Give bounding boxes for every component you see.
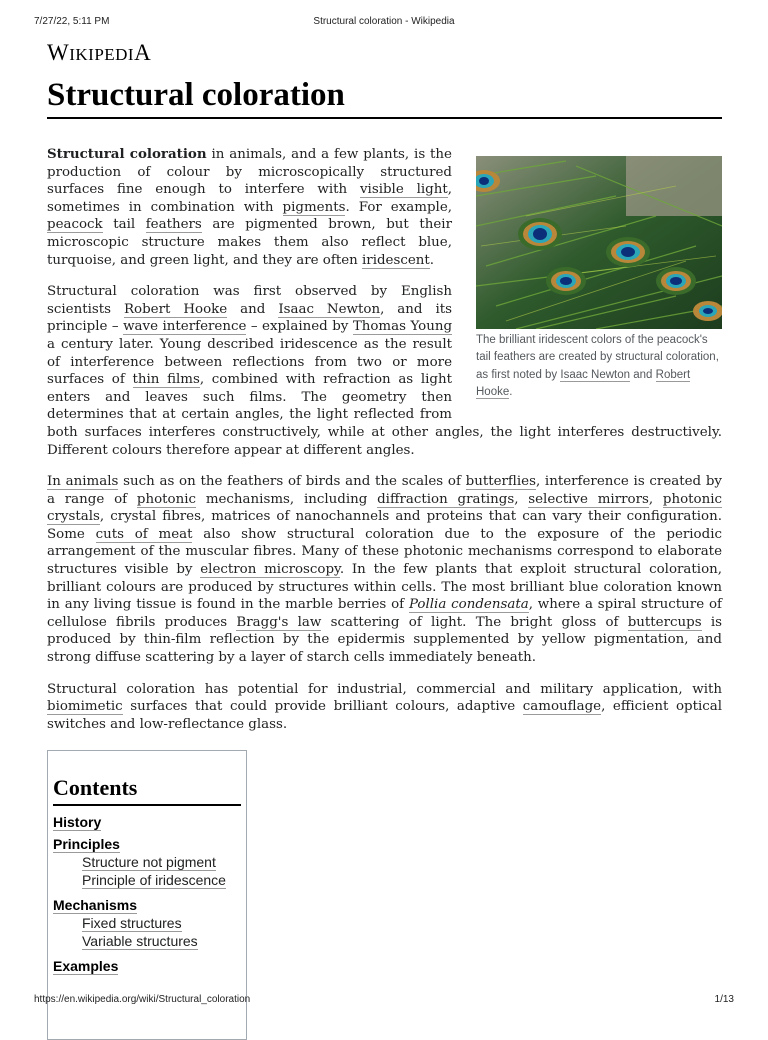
link-pigments[interactable]: pigments [282, 199, 346, 215]
link-wave-interference[interactable]: wave interference [123, 319, 247, 335]
link-robert-hooke-body[interactable]: Robert Hooke [123, 301, 228, 317]
print-url: https://en.wikipedia.org/wiki/Structural_coloration [34, 994, 251, 1005]
toc-item-structure-not-pigment[interactable]: Structure not pigment [82, 854, 216, 870]
link-cuts-of-meat[interactable]: cuts of meat [95, 526, 193, 542]
wordmark-w: W [47, 40, 70, 65]
toc-item-mechanisms[interactable]: Mechanisms [53, 897, 138, 913]
link-diffraction-gratings[interactable]: diffraction gratings [377, 491, 515, 507]
wikipedia-wordmark[interactable] [47, 40, 151, 66]
toc-item-variable-structures[interactable]: Variable structures [82, 933, 198, 949]
link-braggs-law[interactable]: Bragg's law [236, 614, 322, 630]
toc-list [48, 814, 246, 974]
peacock-feathers-image[interactable] [476, 156, 722, 329]
link-thomas-young[interactable]: Thomas Young [352, 319, 453, 335]
link-peacock[interactable]: peacock [47, 217, 103, 233]
link-thin-films[interactable]: thin films [132, 372, 200, 388]
link-visible-light[interactable]: visible light [359, 182, 448, 198]
article-body [47, 146, 722, 747]
link-in-animals[interactable]: In animals [47, 474, 119, 490]
link-selective-mirrors[interactable]: selective mirrors [528, 491, 649, 507]
link-photonic[interactable]: photonic [136, 491, 197, 507]
paragraph-intro: Structural coloration in animals, and a few plants, is the production of colour by microscopically structured surfaces fine enough to interfere with visible light, sometimes in combination with pigments. For example, peacock tail feathers are pigmented brown, but their microscopic structure makes them also reflect blue, turquoise, and green light, and they are often iridescent. [47, 146, 453, 268]
link-photonic-crystals[interactable]: photonic crystals [47, 491, 723, 525]
link-electron-microscopy[interactable]: electron microscopy [200, 562, 340, 578]
link-isaac-newton-body[interactable]: Isaac Newton [278, 301, 381, 317]
toc-item-examples[interactable]: Examples [53, 958, 119, 974]
link-camouflage[interactable]: camouflage [522, 699, 602, 715]
wordmark-ikipedi: IKIPEDI [69, 45, 135, 64]
print-footer [34, 994, 734, 1008]
link-buttercups[interactable]: buttercups [627, 614, 702, 630]
print-header [34, 16, 734, 30]
toc-title: Contents [53, 775, 241, 806]
toc-item-history[interactable]: History [53, 814, 102, 830]
print-date: 7/27/22, 5:11 PM [34, 16, 110, 27]
figure [476, 156, 722, 401]
link-robert-hooke[interactable]: Robert Hooke [476, 368, 691, 398]
toc-item-principles[interactable]: Principles [53, 836, 120, 852]
link-butterflies[interactable]: butterflies [465, 474, 536, 490]
wordmark-a: A [134, 40, 152, 65]
print-page-title: Structural coloration - Wikipedia [313, 16, 455, 27]
link-iridescent[interactable]: iridescent [362, 252, 430, 268]
link-feathers[interactable]: feathers [145, 217, 202, 233]
link-pollia-condensata[interactable]: Pollia condensata [408, 597, 529, 613]
paragraph-applications: Structural coloration has potential for industrial, commercial and military application, with biomimetic surfaces that could provide brilliant colours, adaptive camouflage, efficient optical switches and low-reflectance glass. [47, 681, 723, 732]
toc-item-fixed-structures[interactable]: Fixed structures [82, 915, 182, 931]
print-page-number: 1/13 [714, 994, 734, 1005]
title-divider [47, 117, 722, 119]
figure-caption: The brilliant iridescent colors of the peacock's tail feathers are created by structural coloration, as first noted by Isaac Newton and Robert Hooke. [476, 334, 719, 398]
link-biomimetic[interactable]: biomimetic [47, 699, 123, 715]
toc-item-principle-of-iridescence[interactable]: Principle of iridescence [82, 872, 226, 888]
paragraph-animals: In animals such as on the feathers of birds and the scales of butterflies, interference is created by a range of photonic mechanisms, including diffraction gratings, selective mirrors, photonic crystals, crystal fibres, matrices of nanochannels and proteins that can vary their configuration. Some cuts of meat also show structural coloration due to the exposure of the periodic arrangement of the muscular fibres. Many of these photonic mechanisms correspond to elaborate structures visible by electron microscopy. In the few plants that exploit structural coloration, brilliant colours are produced by structures within cells. The most brilliant blue coloration known in any living tissue is found in the marble berries of Pollia condensata, where a spiral structure of cellulose fibrils produces Bragg's law scattering of light. The bright gloss of buttercups is produced by thin-film reflection by the epidermis supplemented by yellow pigmentation, and strong diffuse scattering by a layer of starch cells immediately beneath. [47, 474, 723, 666]
link-isaac-newton[interactable]: Isaac Newton [560, 368, 631, 381]
paragraph-history: Structural coloration was first observed by English scientists Robert Hooke and Isaac Newton, and its principle – wave interference – explained by Thomas Young a century later. Young described iridescence as the result of interference between reflections from two or more surfaces of thin films, combined with refraction as light enters and leaves such films. The geometry then determines that at certain angles, the light reflected from both surfaces interferes constructively, while at other angles, the light interferes destructively. Different colours therefore appear at different angles. [47, 284, 722, 458]
page-title: Structural coloration [47, 77, 345, 113]
